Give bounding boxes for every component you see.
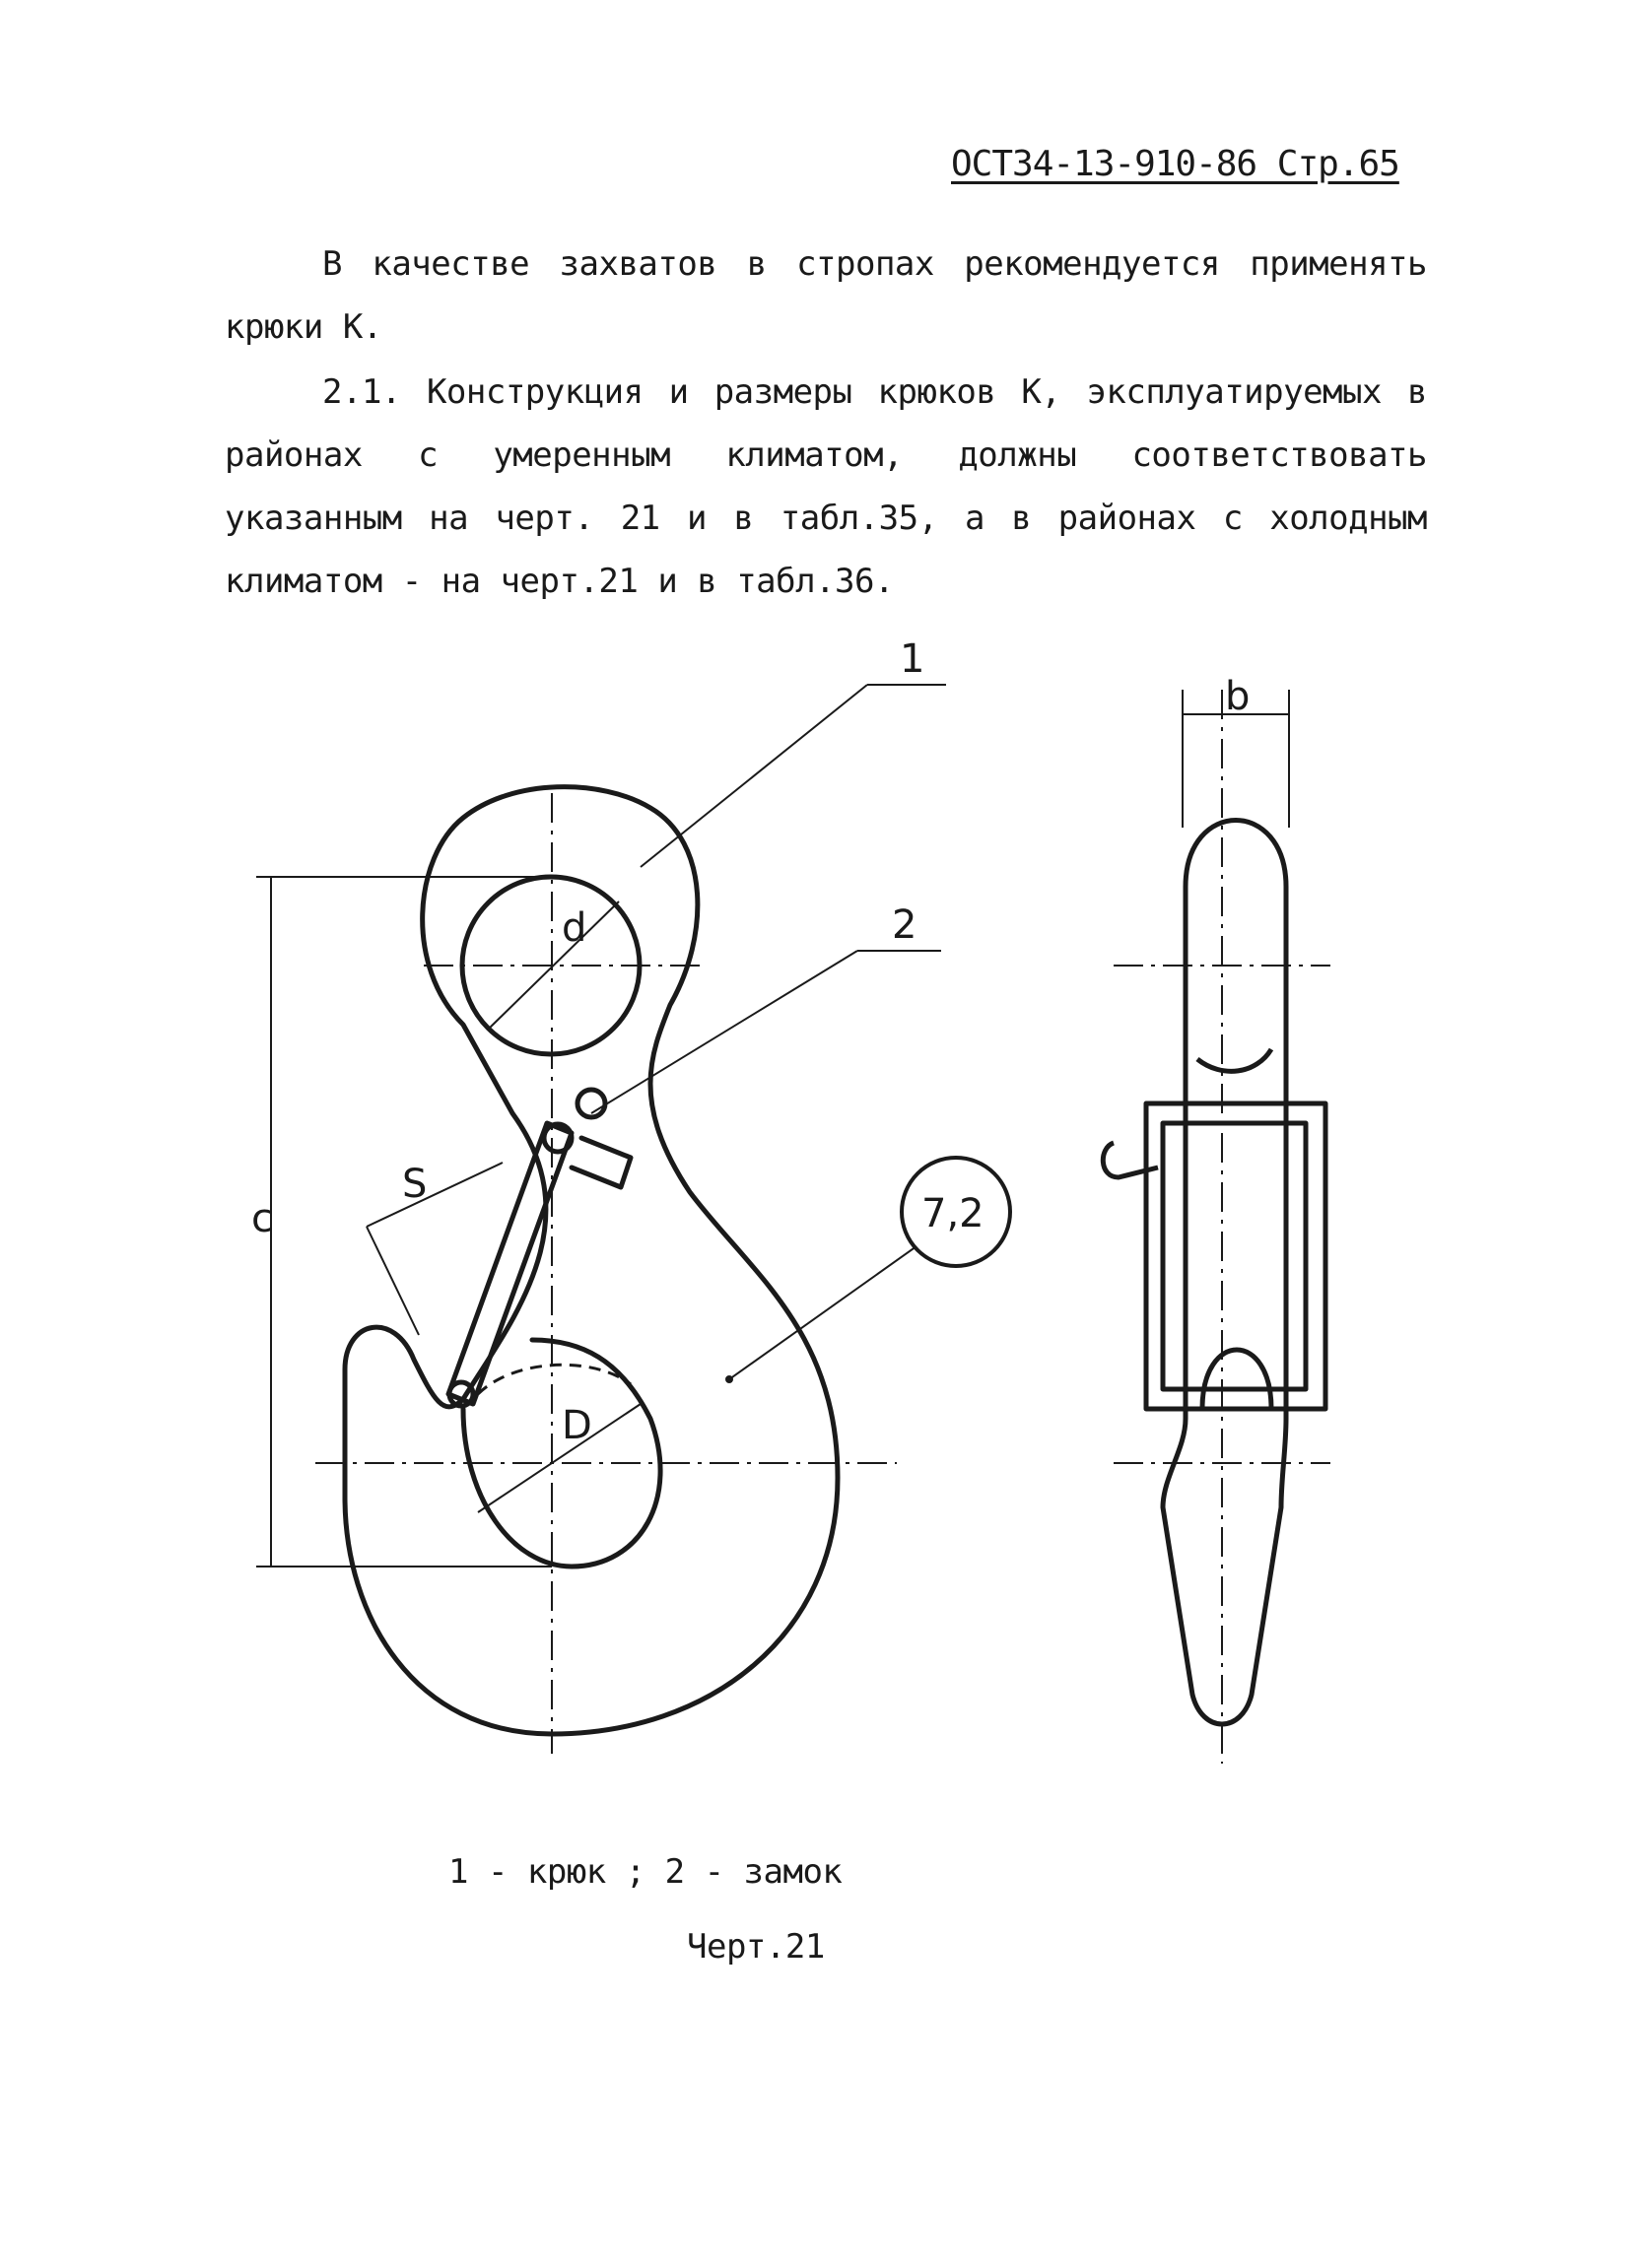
dim-S-label: S (402, 1162, 428, 1207)
side-view-latch-frame (1146, 1103, 1325, 1409)
dim-D-label: D (562, 1403, 592, 1448)
latch-spring (572, 1138, 631, 1187)
side-view-eye-arc (1197, 1049, 1271, 1071)
document-code-header: ОСТ34-13-910-86 Стр.65 (951, 144, 1399, 184)
side-view-shank (1163, 821, 1286, 1725)
side-view-hook-tip (1202, 1350, 1271, 1409)
callout-1-label: 1 (900, 636, 925, 682)
safety-latch (448, 1123, 572, 1404)
figure-legend: 1 - крюк ; 2 - замок (448, 1852, 843, 1892)
callout-2-label: 2 (892, 902, 917, 948)
roughness-label: 7,2 (921, 1191, 984, 1236)
figure-label: Черт.21 (687, 1927, 825, 1967)
intro-text: В качестве захватов в стропах рекомендуется применять крюки К. (225, 244, 1427, 347)
throat-opening (463, 1340, 660, 1567)
dim-c-label: c (251, 1196, 273, 1241)
side-view-pin-tab (1103, 1143, 1158, 1177)
dim-b-label: b (1225, 674, 1251, 719)
section-text: 2.1. Конструкция и размеры крюков К, эксплуатируемых в районах с умеренным климатом, должны соответствовать указанным на черт. 21 и в табл.35, а в районах с холодным климатом - на черт.21 и в табл.36. (225, 372, 1427, 601)
dim-d-label: d (562, 905, 587, 951)
